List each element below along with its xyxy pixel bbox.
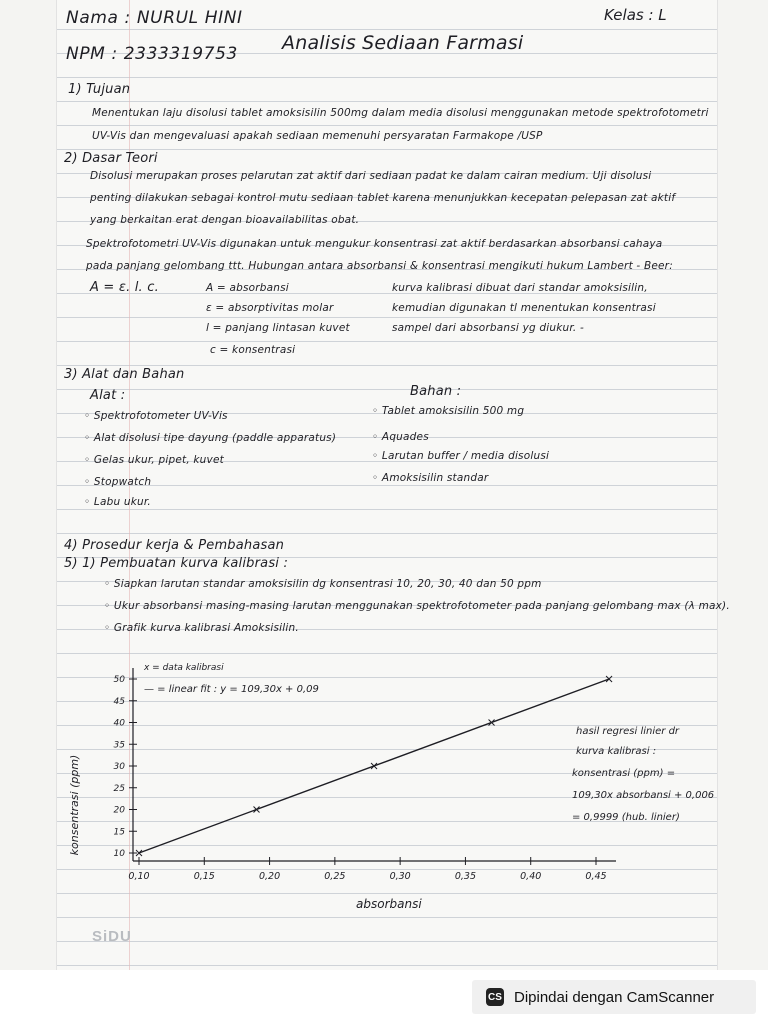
y-tick-label: 25 — [113, 783, 125, 794]
kurva-line: sampel dari absorbansi yg diukur. - — [392, 322, 584, 334]
x-tick-label: 0,45 — [585, 871, 607, 882]
y-tick-label: 50 — [113, 675, 125, 685]
procedure-step: ◦ Siapkan larutan standar amoksisilin dg konsentrasi 10, 20, 30, 40 dan 50 ppm — [104, 578, 542, 590]
chart-axes — [133, 668, 616, 861]
y-tick-label: 40 — [113, 718, 125, 729]
camscanner-text: Dipindai dengan CamScanner — [514, 988, 715, 1006]
alat-item: ◦ Alat disolusi tipe dayung (paddle apparatus) — [84, 432, 337, 444]
heading-tujuan: 1) Tujuan — [68, 82, 131, 97]
definition-item: c = konsentrasi — [210, 344, 296, 356]
x-axis-label: absorbansi — [356, 897, 422, 911]
procedure-step: ◦ Ukur absorbansi masing-masing larutan menggunakan spektrofotometer pada panjang gelombang max (λ max). — [104, 600, 730, 612]
y-tick-label: 20 — [113, 805, 125, 816]
x-tick-label: 0,15 — [193, 871, 215, 882]
x-tick-label: 0,30 — [389, 871, 411, 882]
bahan-item: ◦ Amoksisilin standar — [372, 472, 489, 484]
annotation-line: = 0,9999 (hub. linier) — [572, 812, 680, 823]
calibration-chart — [56, 650, 716, 920]
kurva-line: kemudian digunakan tl menentukan konsentrasi — [392, 302, 656, 314]
tujuan-line: UV-Vis dan mengevaluasi apakah sediaan memenuhi persyaratan Farmakope /USP — [92, 130, 543, 142]
alat-item: ◦ Spektrofotometer UV-Vis — [84, 410, 228, 422]
annotation-line: 109,30x absorbansi + 0,006 — [572, 790, 715, 801]
y-tick-label: 30 — [113, 762, 125, 772]
y-tick-label: 15 — [113, 827, 125, 838]
heading-alat-bahan: 3) Alat dan Bahan — [64, 367, 185, 382]
legend-entry: x = data kalibrasi — [144, 663, 224, 673]
dasar-line: yang berkaitan erat dengan bioavailabilitas obat. — [90, 214, 360, 226]
definition-item: A = absorbansi — [206, 282, 289, 294]
tujuan-line: Menentukan laju disolusi tablet amoksisilin 500mg dalam media disolusi menggunakan metode spektrofotometri — [92, 107, 709, 119]
y-tick-label: 35 — [113, 740, 125, 751]
alat-item: ◦ Gelas ukur, pipet, kuvet — [84, 454, 224, 466]
dasar-line: Spektrofotometri UV-Vis digunakan untuk mengukur konsentrasi zat aktif berdasarkan absorbansi cahaya — [86, 238, 663, 250]
bahan-item: ◦ Tablet amoksisilin 500 mg — [372, 405, 525, 417]
y-axis-label: konsentrasi (ppm) — [68, 754, 81, 856]
formula-lambert-beer: A = ε. l. c. — [90, 280, 159, 295]
alat-title: Alat : — [90, 388, 126, 403]
student-name: Nama : NURUL HINI — [66, 8, 243, 28]
legend-entry: — = linear fit : y = 109,30x + 0,09 — [144, 684, 319, 695]
y-tick-label: 45 — [113, 696, 125, 707]
annotation-line: kurva kalibrasi : — [576, 746, 657, 757]
heading-pembuatan-kurva: 5) 1) Pembuatan kurva kalibrasi : — [64, 556, 289, 571]
kurva-line: kurva kalibrasi dibuat dari standar amoksisilin, — [392, 282, 648, 294]
camscanner-badge — [472, 980, 756, 1014]
x-tick-label: 0,20 — [258, 871, 281, 882]
definition-item: ε = absorptivitas molar — [206, 302, 334, 314]
class-label: Kelas : L — [604, 6, 667, 24]
alat-item: ◦ Stopwatch — [84, 476, 152, 488]
bahan-item: ◦ Aquades — [372, 431, 429, 443]
data-point — [371, 763, 377, 769]
page-title: Analisis Sediaan Farmasi — [282, 32, 524, 54]
x-tick-label: 0,35 — [454, 871, 477, 882]
dasar-line: pada panjang gelombang ttt. Hubungan antara absorbansi & konsentrasi mengikuti hukum Lambert - Beer: — [86, 260, 673, 272]
bahan-title: Bahan : — [410, 384, 462, 399]
annotation-line: konsentrasi (ppm) = — [572, 768, 676, 779]
data-point — [606, 676, 612, 682]
definition-item: l = panjang lintasan kuvet — [206, 322, 350, 334]
student-npm: NPM : 2333319753 — [66, 44, 238, 64]
data-point-group — [136, 676, 612, 856]
camscanner-logo-icon: CS — [486, 988, 504, 1006]
heading-prosedur: 4) Prosedur kerja & Pembahasan — [64, 538, 285, 553]
dasar-line: penting dilakukan sebagai kontrol mutu sediaan tablet karena menunjukkan kecepatan pelepasan zat aktif — [90, 192, 676, 204]
annotation-line: hasil regresi linier dr — [576, 726, 680, 737]
notebook-brand-watermark: SiDU — [92, 928, 132, 945]
bahan-item: ◦ Larutan buffer / media disolusi — [372, 450, 550, 462]
alat-item: ◦ Labu ukur. — [84, 496, 151, 508]
heading-dasar-teori: 2) Dasar Teori — [64, 151, 158, 166]
x-tick-label: 0,40 — [520, 871, 542, 882]
data-point — [489, 720, 495, 726]
procedure-step: ◦ Grafik kurva kalibrasi Amoksisilin. — [104, 622, 299, 634]
x-tick-label: 0,10 — [128, 871, 150, 882]
data-point — [254, 807, 260, 813]
y-tick-label: 10 — [113, 849, 125, 859]
x-tick-label: 0,25 — [324, 871, 346, 882]
dasar-line: Disolusi merupakan proses pelarutan zat aktif dari sediaan padat ke dalam cairan medium. Uji disolusi — [90, 170, 652, 182]
